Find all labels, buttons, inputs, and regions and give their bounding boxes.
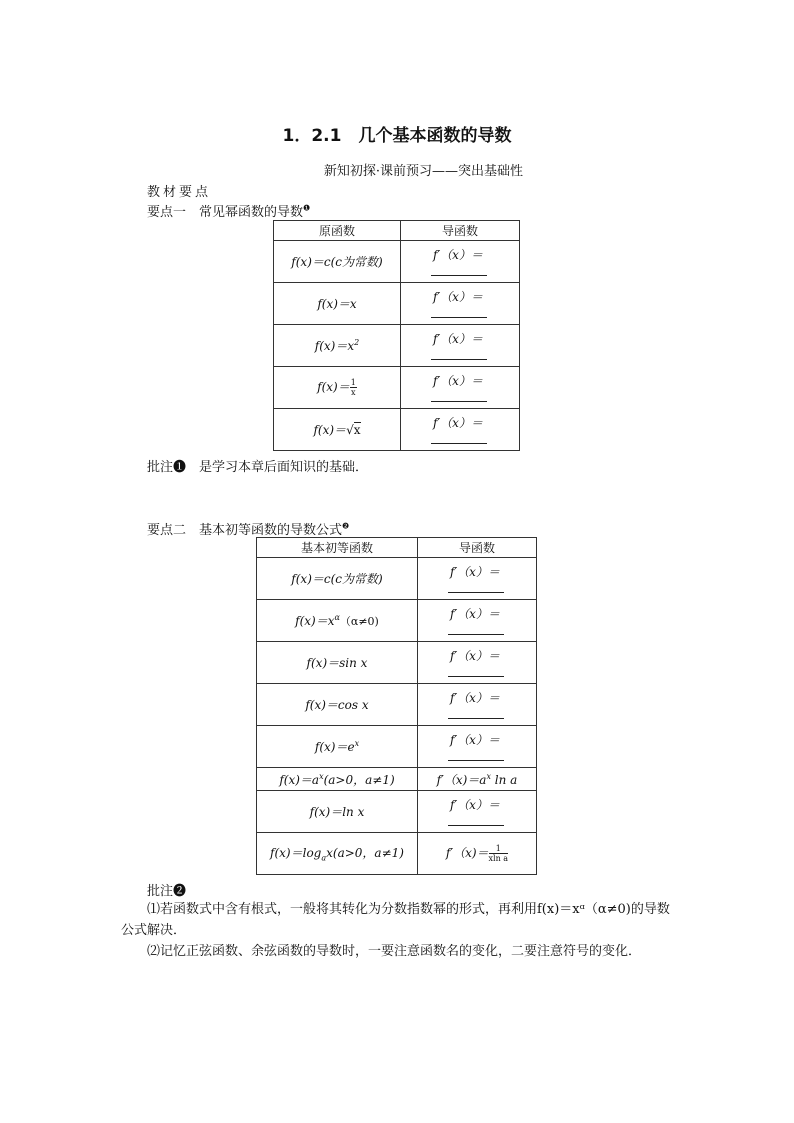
table-row bbox=[274, 367, 520, 409]
table-row bbox=[257, 768, 537, 791]
table-row bbox=[257, 600, 537, 642]
annotation-note-1: 批注❶ 是学习本章后面知识的基础． bbox=[147, 460, 369, 475]
section-subtitle: 新知初探·课前预习——突出基础性 bbox=[323, 164, 523, 179]
table-row bbox=[257, 684, 537, 726]
derivative-label: f′（x）＝ bbox=[450, 564, 500, 579]
fraction: $\frac{1}{\text{xln a}}$ bbox=[488, 844, 509, 863]
answer-blank[interactable] bbox=[448, 706, 504, 719]
table1-header-original: 原函数 bbox=[274, 221, 401, 241]
point1-label: 要点一 常见幂函数的导数 bbox=[147, 205, 304, 220]
function-cell: f(x)＝sin x bbox=[257, 642, 418, 684]
page-title: 1．2.1 几个基本函数的导数 bbox=[282, 126, 512, 146]
annotation-marker-2: ❷ bbox=[342, 521, 350, 531]
function-cell: $f(x)=e^x$ bbox=[257, 726, 418, 768]
derivative-label: f′（x）＝ bbox=[433, 373, 483, 388]
answer-blank[interactable] bbox=[431, 431, 487, 444]
derivative-cell bbox=[418, 558, 537, 600]
derivative-cell bbox=[401, 409, 520, 451]
derivative-cell bbox=[401, 241, 520, 283]
derivative-label: f′（x）＝ bbox=[450, 732, 500, 747]
power-derivative-table bbox=[273, 220, 520, 451]
derivative-cell bbox=[418, 684, 537, 726]
table-row bbox=[274, 325, 520, 367]
table-row bbox=[257, 833, 537, 875]
derivative-label: f′（x）＝ bbox=[450, 797, 500, 812]
table-row bbox=[274, 409, 520, 451]
point2-label: 要点二 基本初等函数的导数公式 bbox=[147, 523, 343, 538]
point2-heading bbox=[147, 519, 349, 538]
function-cell: f(x)＝cos x bbox=[257, 684, 418, 726]
derivative-cell bbox=[401, 325, 520, 367]
function-cell: f(x)＝√x bbox=[274, 409, 401, 451]
derivative-cell: $f'(x)=a^x$ ln a bbox=[418, 768, 537, 791]
derivative-cell bbox=[401, 367, 520, 409]
annotation-note-2-body bbox=[121, 899, 677, 962]
function-cell: f(x)＝c(c为常数) bbox=[257, 558, 418, 600]
answer-blank[interactable] bbox=[448, 580, 504, 593]
function-cell: $f(x)=\log_ax(a>0$，a≠1) bbox=[257, 833, 418, 875]
derivative-cell bbox=[418, 726, 537, 768]
function-cell: f(x)＝ln x bbox=[257, 791, 418, 833]
table-row bbox=[257, 558, 537, 600]
answer-blank[interactable] bbox=[431, 263, 487, 276]
table-row bbox=[257, 791, 537, 833]
annotation-marker-1: ❶ bbox=[303, 203, 311, 213]
answer-blank[interactable] bbox=[431, 389, 487, 402]
fraction: $\frac{1}{x}$ bbox=[350, 378, 356, 397]
answer-blank[interactable] bbox=[448, 622, 504, 635]
answer-blank[interactable] bbox=[431, 347, 487, 360]
derivative-label: f′（x）＝ bbox=[450, 606, 500, 621]
table2-header-derivative: 导函数 bbox=[418, 538, 537, 558]
point1-heading bbox=[147, 201, 310, 220]
elementary-derivative-table bbox=[256, 537, 537, 875]
derivative-cell bbox=[418, 600, 537, 642]
function-cell: $f(x)=x^\alpha(\alpha\ne 0)$ bbox=[257, 600, 418, 642]
derivative-label: f′（x）＝ bbox=[450, 648, 500, 663]
function-cell: f(x)＝x bbox=[274, 283, 401, 325]
answer-blank[interactable] bbox=[431, 305, 487, 318]
answer-blank[interactable] bbox=[448, 664, 504, 677]
section-heading: 教材要点 bbox=[147, 185, 212, 200]
derivative-label: f′（x）＝ bbox=[433, 247, 483, 262]
note2-paragraph-2: ⑵记忆正弦函数、余弦函数的导数时，一要注意函数名的变化，二要注意符号的变化． bbox=[147, 944, 642, 959]
answer-blank[interactable] bbox=[448, 748, 504, 761]
derivative-cell bbox=[401, 283, 520, 325]
function-cell: $f(x)=a^x(a>0$，a≠1) bbox=[257, 768, 418, 791]
table-row bbox=[257, 726, 537, 768]
derivative-label: f′（x）＝ bbox=[433, 415, 483, 430]
table-row bbox=[257, 642, 537, 684]
table-row bbox=[274, 241, 520, 283]
sqrt-symbol: √x bbox=[346, 423, 361, 437]
derivative-cell: f′（x)＝ $\frac{1}{\text{xln a}}$ bbox=[418, 833, 537, 875]
function-cell: f(x)＝c(c为常数) bbox=[274, 241, 401, 283]
derivative-cell bbox=[418, 642, 537, 684]
table-row bbox=[274, 283, 520, 325]
derivative-label: f′（x）＝ bbox=[433, 289, 483, 304]
annotation-note-2-heading: 批注❷ bbox=[147, 884, 187, 899]
note2-paragraph-1: ⑴若函数式中含有根式，一般将其转化为分数指数幂的形式，再利用f(x)＝xᵅ（α≠0)的导数公式解决． bbox=[121, 902, 670, 938]
function-cell: $f(x)=x^2$ bbox=[274, 325, 401, 367]
table1-header-derivative: 导函数 bbox=[401, 221, 520, 241]
function-cell: f(x)＝ $\frac{1}{x}$ bbox=[274, 367, 401, 409]
derivative-cell bbox=[418, 791, 537, 833]
table2-header-function: 基本初等函数 bbox=[257, 538, 418, 558]
derivative-label: f′（x）＝ bbox=[450, 690, 500, 705]
answer-blank[interactable] bbox=[448, 813, 504, 826]
derivative-label: f′（x）＝ bbox=[433, 331, 483, 346]
